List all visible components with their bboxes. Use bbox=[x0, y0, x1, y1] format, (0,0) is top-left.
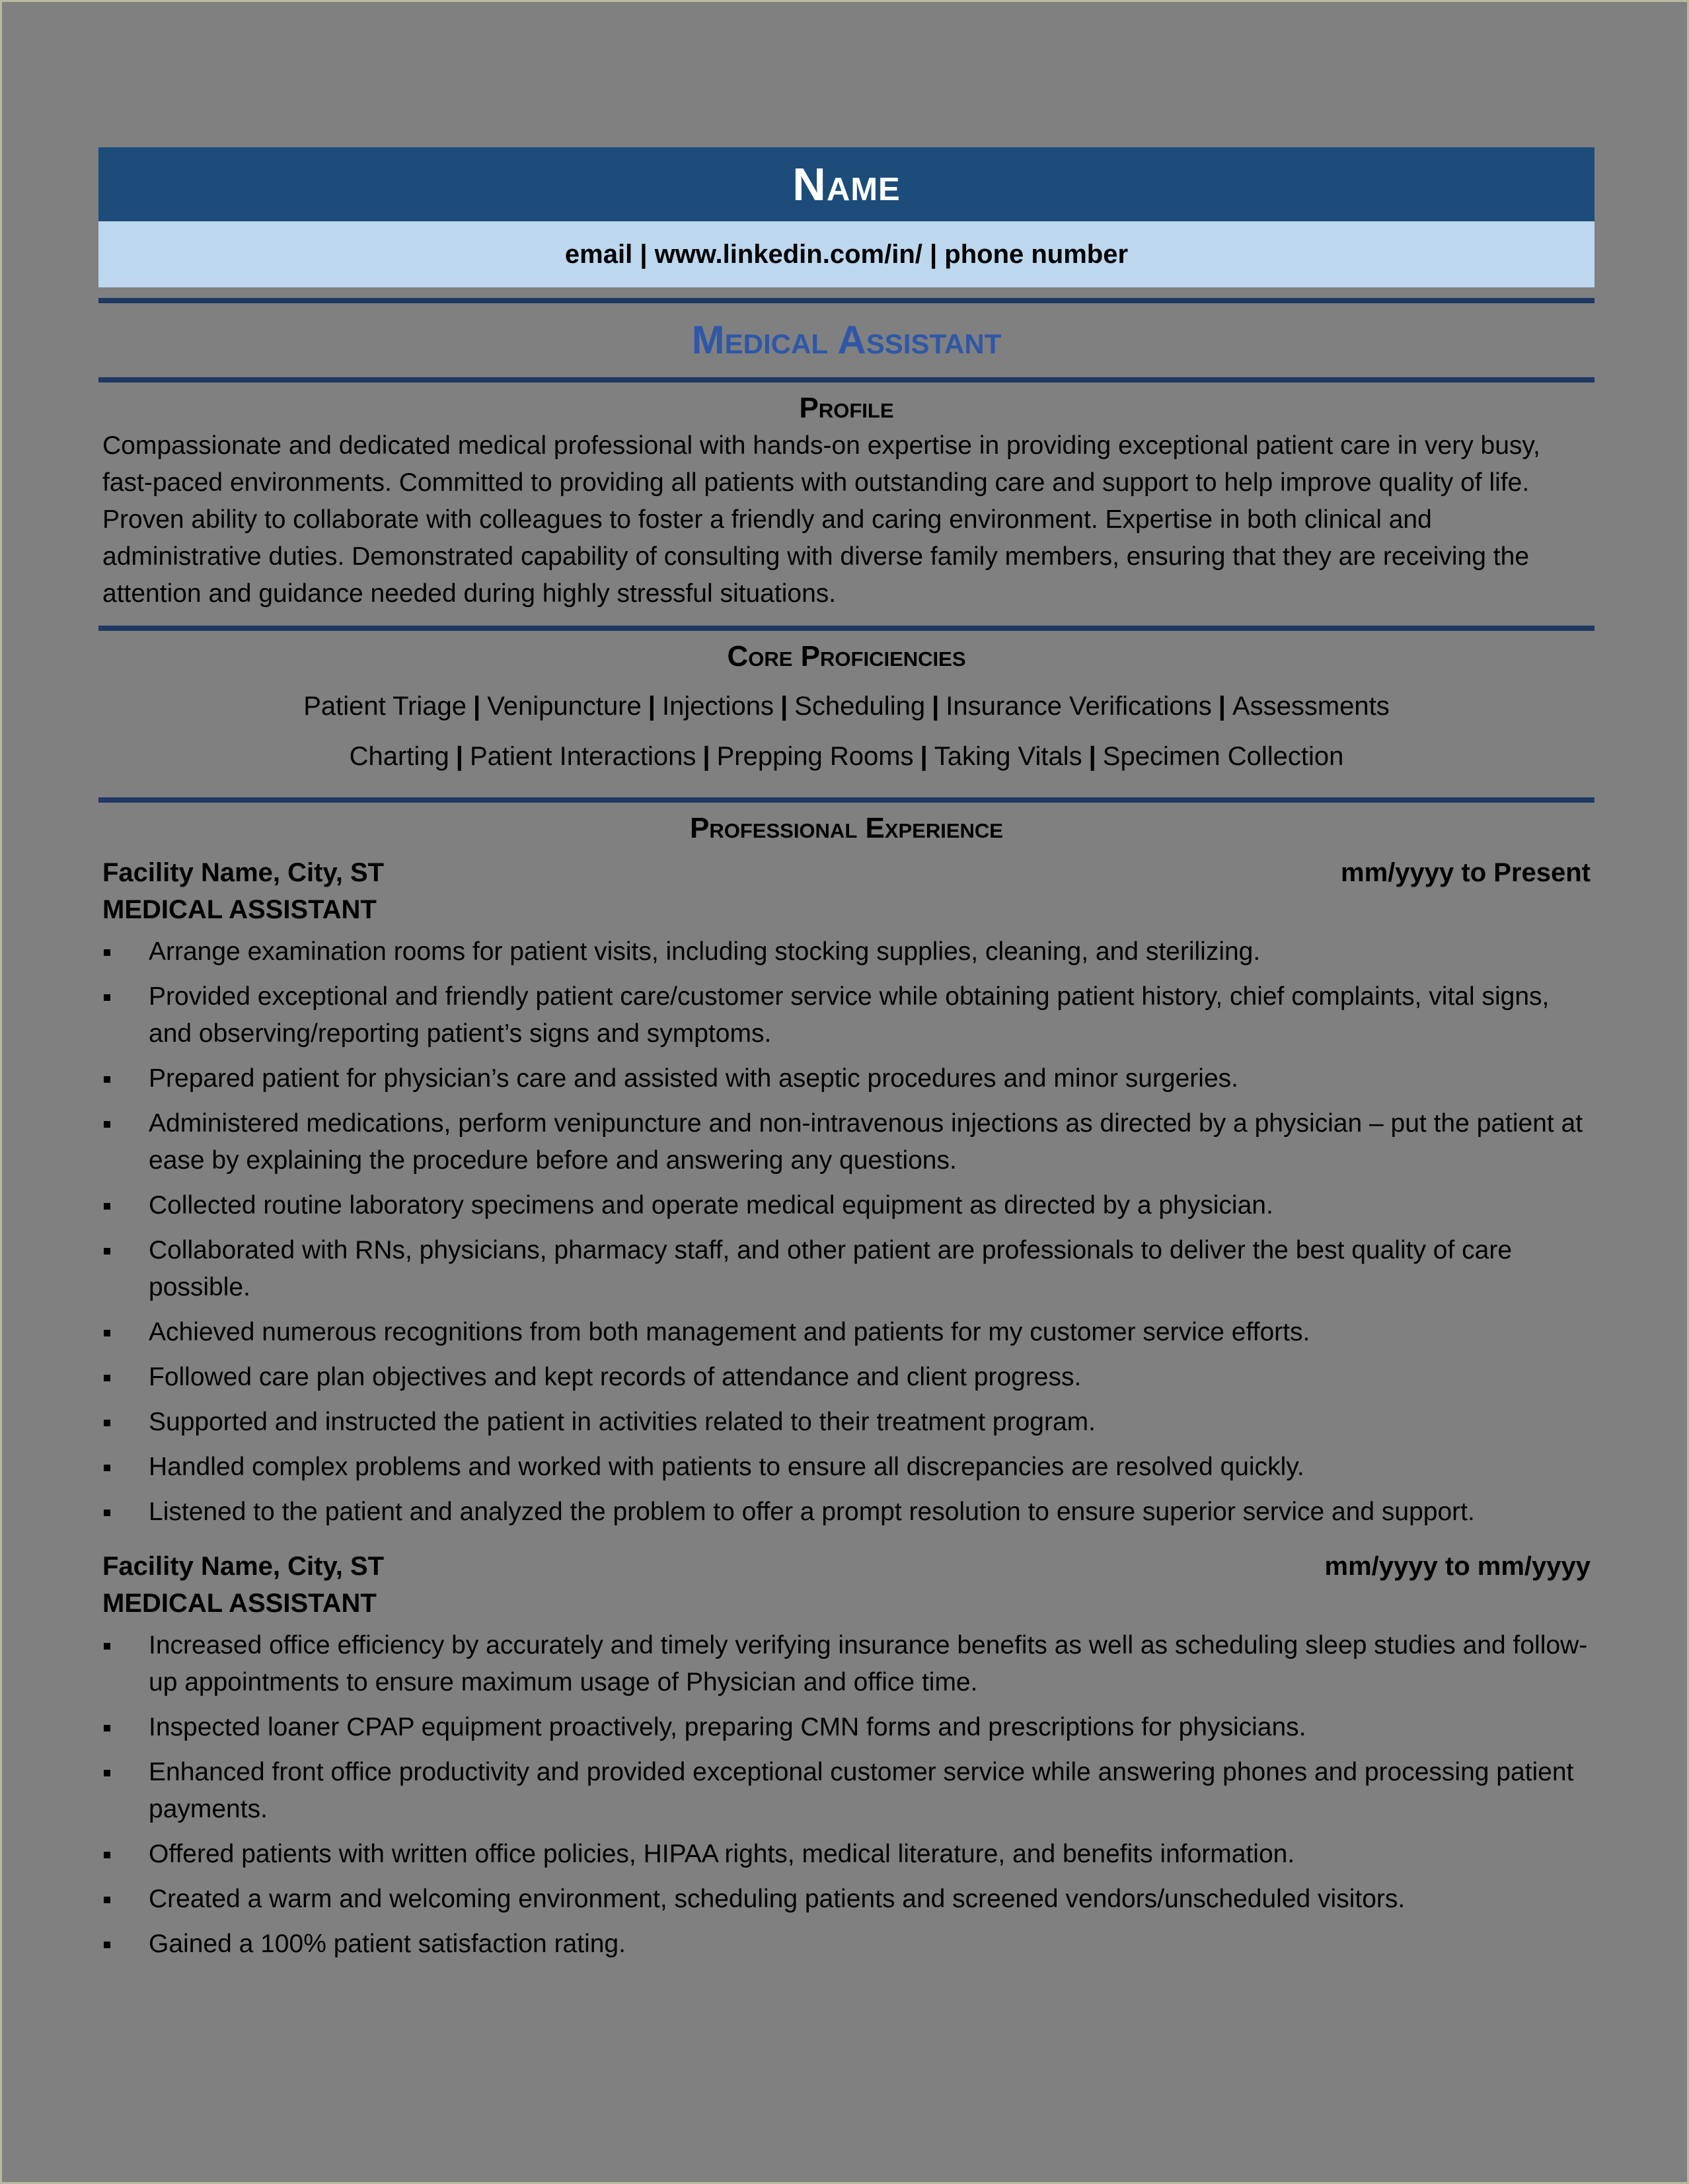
bullet-item: Provided exceptional and friendly patient care/customer service while obtaining patient history, chief complaints, vital signs, and observing/reporting patient’s signs and symptoms. bbox=[98, 978, 1595, 1052]
skill-separator: | bbox=[1088, 742, 1096, 771]
skill-separator: | bbox=[920, 742, 928, 771]
job-header bbox=[102, 854, 1591, 891]
profile-heading: Profile bbox=[799, 392, 894, 424]
bullet-item: Enhanced front office productivity and provided exceptional customer service while answering phones and processing patient payments. bbox=[98, 1754, 1595, 1828]
skills-line-2 bbox=[98, 731, 1595, 782]
experience-heading: Professional Experience bbox=[690, 812, 1003, 844]
skill-item: Injections bbox=[661, 692, 774, 721]
bullet-item: Administered medications, perform venipuncture and non-intravenous injections as directed by a physician – put the patient at ease by explaining the procedure before and answering any questions. bbox=[98, 1105, 1595, 1179]
skill-item: Specimen Collection bbox=[1102, 742, 1344, 771]
contact-banner bbox=[98, 221, 1595, 287]
bullet-item: Listened to the patient and analyzed the problem to offer a prompt resolution to ensure superior service and support. bbox=[98, 1494, 1595, 1531]
facility-name: Facility Name, City, ST bbox=[102, 1552, 385, 1581]
skill-separator: | bbox=[648, 692, 656, 721]
skill-item: Assessments bbox=[1232, 692, 1390, 721]
resume-page bbox=[98, 147, 1595, 1971]
skill-item: Taking Vitals bbox=[934, 742, 1082, 771]
bullet-item: Collaborated with RNs, physicians, pharmacy staff, and other patient are professionals to deliver the best quality of care possible. bbox=[98, 1232, 1595, 1306]
skill-separator: | bbox=[780, 692, 788, 721]
skill-item: Prepping Rooms bbox=[716, 742, 914, 771]
skill-item: Scheduling bbox=[794, 692, 926, 721]
divider bbox=[98, 377, 1595, 382]
job-entry bbox=[98, 854, 1595, 1531]
bullet-item: Inspected loaner CPAP equipment proactively, preparing CMN forms and prescriptions for physicians. bbox=[98, 1709, 1595, 1746]
bullet-item: Collected routine laboratory specimens and operate medical equipment as directed by a physician. bbox=[98, 1187, 1595, 1224]
job-entry bbox=[98, 1548, 1595, 1963]
skills-line-1 bbox=[98, 681, 1595, 731]
skill-item: Insurance Verifications bbox=[946, 692, 1212, 721]
bullet-item: Increased office efficiency by accurately and timely verifying insurance benefits as well as scheduling sleep studies and follow-up appointments to ensure maximum usage of Physician and office time. bbox=[98, 1627, 1595, 1701]
experience-list bbox=[98, 854, 1595, 1963]
divider bbox=[98, 626, 1595, 631]
bullet-item: Arrange examination rooms for patient visits, including stocking supplies, cleaning, and sterilizing. bbox=[98, 933, 1595, 970]
candidate-name: Name bbox=[792, 159, 901, 210]
skill-separator: | bbox=[932, 692, 940, 721]
bullet-item: Gained a 100% patient satisfaction rating. bbox=[98, 1926, 1595, 1963]
job-bullets bbox=[98, 1627, 1595, 1963]
bullet-item: Offered patients with written office policies, HIPAA rights, medical literature, and benefits information. bbox=[98, 1836, 1595, 1873]
name-banner bbox=[98, 147, 1595, 221]
divider bbox=[98, 298, 1595, 303]
core-proficiencies-heading: Core Proficiencies bbox=[727, 640, 966, 673]
skill-separator: | bbox=[702, 742, 710, 771]
skill-item: Charting bbox=[349, 742, 449, 771]
bullet-item: Achieved numerous recognitions from both management and patients for my customer service efforts. bbox=[98, 1314, 1595, 1351]
bullet-item: Supported and instructed the patient in activities related to their treatment program. bbox=[98, 1404, 1595, 1441]
bullet-item: Followed care plan objectives and kept records of attendance and client progress. bbox=[98, 1359, 1595, 1396]
job-dates: mm/yyyy to mm/yyyy bbox=[1324, 1552, 1591, 1581]
skill-separator: | bbox=[1218, 692, 1226, 721]
job-bullets bbox=[98, 933, 1595, 1531]
bullet-item: Prepared patient for physician’s care and assisted with aseptic procedures and minor surgeries. bbox=[98, 1060, 1595, 1097]
bullet-item: Handled complex problems and worked with patients to ensure all discrepancies are resolved quickly. bbox=[98, 1449, 1595, 1486]
skill-item: Patient Triage bbox=[303, 692, 467, 721]
facility-name: Facility Name, City, ST bbox=[102, 858, 385, 887]
skill-separator: | bbox=[473, 692, 481, 721]
profile-summary: Compassionate and dedicated medical professional with hands-on expertise in providing exceptional patient care in very busy, fast-paced environments. Committed to providing all patients with outstanding care and support to help improve quality of life. Proven ability to collaborate with colleagues to foster a friendly and caring environment. Expertise in both clinical and administrative duties. Demonstrated capability of consulting with diverse family members, ensuring that they are receiving the attention and guidance needed during highly stressful situations. bbox=[102, 431, 1540, 608]
skill-item: Patient Interactions bbox=[469, 742, 696, 771]
divider bbox=[98, 797, 1595, 803]
job-role: MEDICAL ASSISTANT bbox=[102, 895, 377, 924]
job-dates: mm/yyyy to Present bbox=[1341, 858, 1591, 887]
job-role: MEDICAL ASSISTANT bbox=[102, 1589, 377, 1618]
skill-separator: | bbox=[455, 742, 463, 771]
target-job-title: Medical Assistant bbox=[691, 318, 1002, 362]
skill-item: Venipuncture bbox=[487, 692, 642, 721]
bullet-item: Created a warm and welcoming environment, scheduling patients and screened vendors/unscheduled visitors. bbox=[98, 1881, 1595, 1918]
core-proficiencies-list bbox=[98, 681, 1595, 797]
job-header bbox=[102, 1548, 1591, 1585]
contact-info: email | www.linkedin.com/in/ | phone number bbox=[564, 239, 1129, 269]
